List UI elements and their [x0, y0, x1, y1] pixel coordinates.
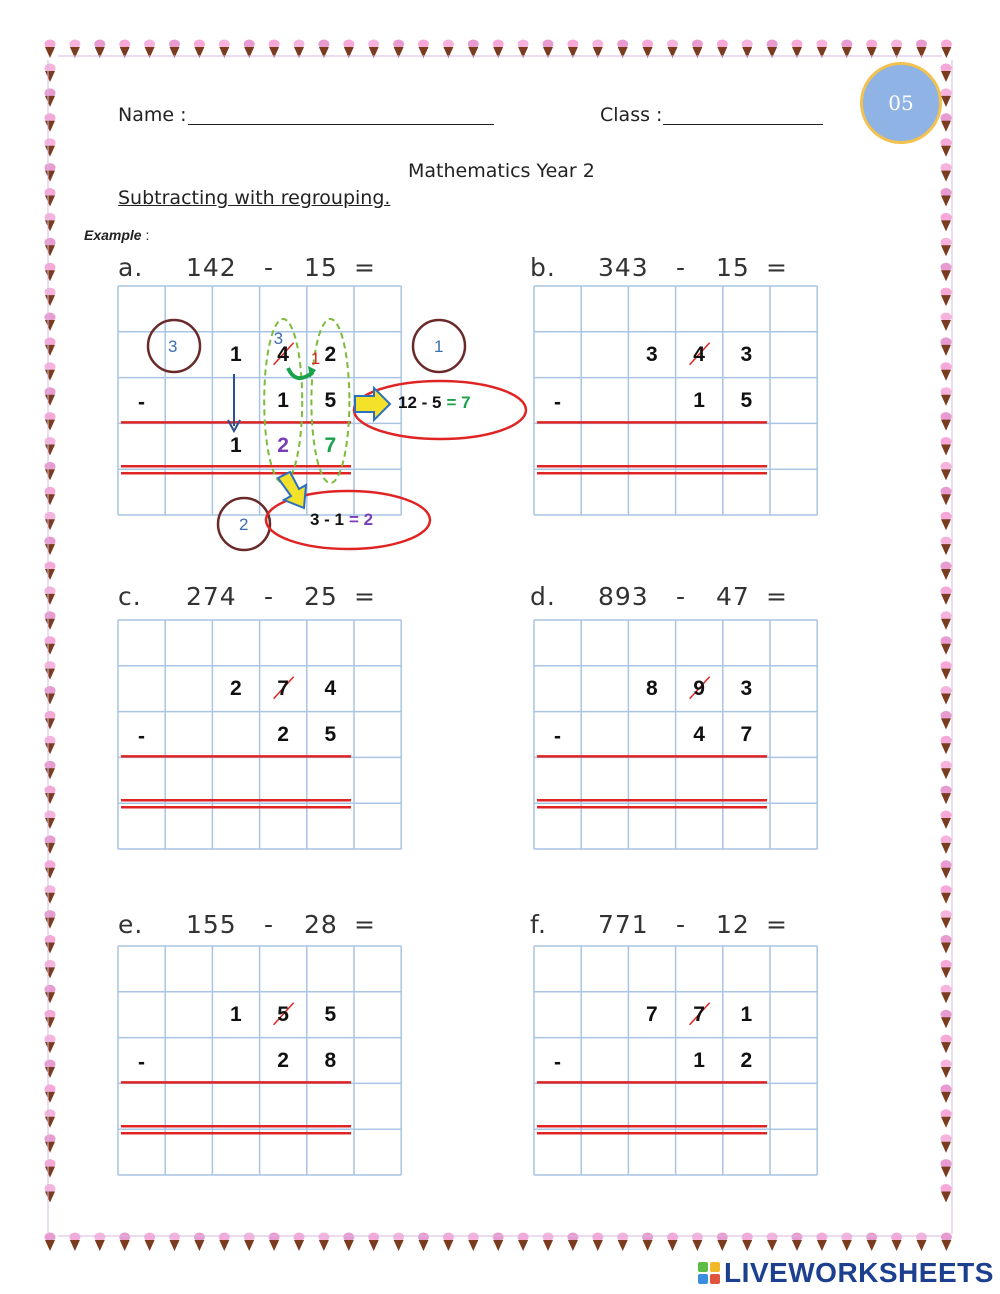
equals-sign: =: [766, 253, 788, 282]
ice-cream-cone-icon: [45, 462, 56, 481]
minus-sign: -: [138, 390, 145, 414]
minuend: 142: [186, 253, 237, 282]
step-number: 2: [239, 515, 249, 534]
ice-cream-cone-icon: [543, 40, 554, 59]
ice-cream-cone-icon: [368, 40, 379, 59]
ice-cream-cone-icon: [45, 387, 56, 406]
subtrahend: 12: [716, 910, 750, 939]
subtrahend-digit: 1: [277, 388, 289, 412]
ice-cream-cone-icon: [767, 40, 778, 59]
minuend-digit: 9: [693, 676, 705, 700]
subtrahend-digit: 2: [277, 722, 289, 746]
ice-cream-cone-icon: [45, 437, 56, 456]
ice-cream-cone-icon: [45, 537, 56, 556]
ice-cream-cone-icon: [941, 736, 952, 755]
minus-sign: -: [554, 724, 561, 748]
answer-cell[interactable]: [679, 427, 720, 463]
ice-cream-cone-icon: [941, 288, 952, 307]
ice-cream-cone-icon: [941, 686, 952, 705]
ice-cream-cone-icon: [941, 835, 952, 854]
minuend-digit: 3: [740, 342, 753, 366]
minuend-digit: 1: [230, 1002, 242, 1026]
ice-cream-cone-icon: [941, 562, 952, 581]
answer-cell[interactable]: [679, 761, 720, 797]
ice-cream-cone-icon: [841, 1233, 852, 1252]
minuend-digit: 4: [277, 342, 289, 366]
step-number: 3: [168, 337, 178, 356]
equals-sign: =: [766, 582, 788, 611]
minuend-digit: 5: [324, 1002, 337, 1026]
minuend-digit: 2: [230, 676, 242, 700]
note-result: = 2: [349, 510, 374, 529]
ice-cream-cone-icon: [45, 337, 56, 356]
class-field[interactable]: [663, 100, 823, 125]
ice-cream-cone-icon: [941, 935, 952, 954]
ice-cream-cone-icon: [45, 1035, 56, 1054]
ice-cream-cone-icon: [941, 138, 952, 157]
ice-cream-cone-icon: [69, 40, 80, 59]
ice-cream-cone-icon: [866, 40, 877, 59]
ice-cream-cone-icon: [45, 811, 56, 830]
minuend: 274: [186, 582, 237, 611]
ice-cream-cone-icon: [916, 40, 927, 59]
ice-cream-cone-icon: [816, 1233, 827, 1252]
ice-cream-cone-icon: [169, 40, 180, 59]
ice-cream-cone-icon: [45, 786, 56, 805]
subtrahend-digit: 2: [277, 1048, 289, 1072]
ice-cream-cone-icon: [45, 586, 56, 605]
equals-sign: =: [354, 582, 376, 611]
subtrahend: 15: [716, 253, 750, 282]
equals-sign: =: [766, 910, 788, 939]
ice-cream-cone-icon: [393, 40, 404, 59]
subtrahend: 47: [716, 582, 750, 611]
ice-cream-cone-icon: [194, 40, 205, 59]
ice-cream-cone-icon: [617, 1233, 628, 1252]
ice-cream-cone-icon: [642, 40, 653, 59]
ice-cream-cone-icon: [941, 387, 952, 406]
answer-cell[interactable]: [215, 1087, 256, 1123]
ice-cream-cone-icon: [119, 40, 130, 59]
minuend-digit: 3: [646, 342, 658, 366]
ice-cream-cone-icon: [45, 40, 56, 59]
ice-cream-cone-icon: [941, 88, 952, 107]
answer-cell[interactable]: [726, 1087, 767, 1123]
ice-cream-cone-icon: [567, 40, 578, 59]
ice-cream-cone-icon: [518, 40, 529, 59]
answer-cell[interactable]: [631, 761, 672, 797]
equals-sign: =: [354, 253, 376, 282]
ice-cream-cone-icon: [393, 1233, 404, 1252]
answer-cell[interactable]: [215, 761, 256, 797]
ice-cream-cone-icon: [343, 1233, 354, 1252]
ice-cream-cone-icon: [941, 611, 952, 630]
ice-cream-cone-icon: [219, 40, 230, 59]
ice-cream-cone-icon: [692, 1233, 703, 1252]
ice-cream-cone-icon: [493, 1233, 504, 1252]
ice-cream-cone-icon: [269, 1233, 280, 1252]
ice-cream-cone-icon: [941, 412, 952, 431]
ice-cream-cone-icon: [45, 88, 56, 107]
problem-letter: c.: [118, 582, 142, 611]
operator: -: [264, 910, 275, 939]
subtrahend: 15: [304, 253, 338, 282]
ice-cream-cone-icon: [45, 1233, 56, 1252]
ice-cream-cone-icon: [45, 636, 56, 655]
answer-cell[interactable]: [631, 427, 672, 463]
minus-sign: -: [554, 390, 561, 414]
ice-cream-cone-icon: [443, 40, 454, 59]
ones-column-oval: [311, 319, 349, 483]
answer-digit: 1: [230, 434, 242, 458]
regroup-ones-digit: 1: [310, 349, 321, 368]
answer-cell[interactable]: [310, 761, 351, 797]
ice-cream-cone-icon: [941, 1159, 952, 1178]
ice-cream-cone-icon: [318, 1233, 329, 1252]
ice-cream-cone-icon: [45, 512, 56, 531]
ice-cream-cone-icon: [941, 985, 952, 1004]
subtrahend-digit: 5: [324, 388, 337, 412]
ice-cream-cone-icon: [269, 40, 280, 59]
ice-cream-cone-icon: [219, 1233, 230, 1252]
minuend: 155: [186, 910, 237, 939]
ice-cream-cone-icon: [45, 736, 56, 755]
minuend-digit: 5: [277, 1002, 289, 1026]
ice-cream-cone-icon: [891, 40, 902, 59]
regroup-tens-digit: 3: [273, 329, 284, 348]
ice-cream-cone-icon: [941, 362, 952, 381]
minuend-digit: 4: [693, 342, 705, 366]
ice-cream-cone-icon: [941, 113, 952, 132]
ice-cream-cone-icon: [592, 1233, 603, 1252]
ice-cream-cone-icon: [244, 40, 255, 59]
ice-cream-cone-icon: [45, 562, 56, 581]
subtrahend-digit: 7: [740, 722, 753, 746]
minuend: 771: [598, 910, 649, 939]
name-field[interactable]: [188, 100, 494, 125]
minuend-digit: 7: [277, 676, 289, 700]
logo-mark-icon: [698, 1262, 720, 1284]
ice-cream-cone-icon: [45, 113, 56, 132]
ice-cream-cone-icon: [567, 1233, 578, 1252]
ice-cream-cone-icon: [816, 40, 827, 59]
operator: -: [676, 582, 687, 611]
ice-cream-cone-icon: [45, 910, 56, 929]
ice-cream-cone-icon: [493, 40, 504, 59]
ice-cream-cone-icon: [45, 1134, 56, 1153]
ice-cream-cone-icon: [941, 188, 952, 207]
answer-cell[interactable]: [726, 427, 767, 463]
problem-letter: f.: [530, 910, 547, 939]
ice-cream-cone-icon: [45, 64, 56, 83]
answer-cell[interactable]: [263, 761, 304, 797]
ice-cream-cone-icon: [45, 487, 56, 506]
ice-cream-cone-icon: [45, 138, 56, 157]
ice-cream-cone-icon: [45, 1010, 56, 1028]
ice-cream-cone-icon: [941, 786, 952, 805]
ice-cream-cone-icon: [667, 1233, 678, 1252]
class-label: Class :: [600, 104, 663, 126]
ice-cream-cone-icon: [94, 40, 105, 59]
ice-cream-cone-icon: [592, 40, 603, 59]
ice-cream-cone-icon: [518, 1233, 529, 1252]
operator: -: [264, 253, 275, 282]
answer-cell[interactable]: [263, 1087, 304, 1123]
ice-cream-cone-icon: [941, 960, 952, 979]
ice-cream-cone-icon: [45, 412, 56, 431]
ice-cream-cone-icon: [941, 40, 952, 59]
minuend-digit: 8: [646, 676, 658, 700]
ice-cream-cone-icon: [941, 586, 952, 605]
ice-cream-cone-icon: [119, 1233, 130, 1252]
subtrahend: 28: [304, 910, 338, 939]
minuend-digit: 7: [693, 1002, 705, 1026]
ice-cream-cone-icon: [368, 1233, 379, 1252]
minuend-digit: 2: [324, 342, 337, 366]
ice-cream-cone-icon: [941, 1233, 952, 1252]
ice-cream-cone-icon: [343, 40, 354, 59]
ice-cream-cone-icon: [941, 437, 952, 456]
ice-cream-cone-icon: [45, 960, 56, 979]
ice-cream-cone-icon: [941, 1109, 952, 1128]
ice-cream-cone-icon: [941, 661, 952, 680]
minuend-digit: 1: [740, 1002, 753, 1026]
ice-cream-cone-icon: [45, 288, 56, 307]
ice-cream-cone-icon: [941, 263, 952, 282]
ice-cream-cone-icon: [767, 1233, 778, 1252]
page-number-badge: 05: [860, 62, 942, 144]
worksheet-title: Mathematics Year 2: [408, 160, 595, 182]
ice-cream-cone-icon: [45, 163, 56, 182]
operator: -: [264, 582, 275, 611]
equals-sign: =: [354, 910, 376, 939]
ice-cream-cone-icon: [45, 263, 56, 282]
subtrahend: 25: [304, 582, 338, 611]
subtrahend-digit: 8: [324, 1048, 337, 1072]
note-expression: 12 - 5: [398, 393, 442, 412]
ice-cream-cone-icon: [941, 1134, 952, 1153]
ones-note: [398, 393, 471, 413]
ice-cream-cone-icon: [941, 512, 952, 531]
ice-cream-cone-icon: [717, 1233, 728, 1252]
ice-cream-cone-icon: [468, 1233, 479, 1252]
ice-cream-cone-icon: [45, 1159, 56, 1178]
ice-cream-cone-icon: [941, 487, 952, 506]
ice-cream-cone-icon: [318, 40, 329, 59]
ice-cream-cone-icon: [941, 163, 952, 182]
ice-cream-cone-icon: [941, 537, 952, 556]
problem-letter: a.: [118, 253, 144, 282]
ice-cream-cone-icon: [45, 860, 56, 879]
ice-cream-cone-icon: [717, 40, 728, 59]
answer-cell[interactable]: [726, 761, 767, 797]
ice-cream-cone-icon: [45, 935, 56, 954]
ice-cream-cone-icon: [792, 40, 803, 59]
minuend: 343: [598, 253, 649, 282]
ice-cream-cone-icon: [891, 1233, 902, 1252]
ice-cream-cone-icon: [45, 238, 56, 256]
ice-cream-cone-icon: [941, 313, 952, 332]
ice-cream-cone-icon: [792, 1233, 803, 1252]
subtrahend-digit: 5: [324, 722, 337, 746]
problem-letter: d.: [530, 582, 556, 611]
ice-cream-cone-icon: [941, 337, 952, 356]
ice-cream-cone-icon: [244, 1233, 255, 1252]
ice-cream-cone-icon: [45, 885, 56, 904]
ice-cream-cone-icon: [45, 985, 56, 1004]
ice-cream-cone-icon: [69, 1233, 80, 1252]
ice-cream-cone-icon: [468, 40, 479, 59]
ice-cream-cone-icon: [941, 462, 952, 481]
ice-cream-cone-icon: [742, 40, 753, 59]
note-result: = 7: [446, 393, 471, 412]
ice-cream-cone-icon: [941, 1084, 952, 1103]
ice-cream-cone-icon: [418, 1233, 429, 1252]
ice-cream-cone-icon: [941, 1035, 952, 1054]
ice-cream-cone-icon: [617, 40, 628, 59]
minuend-digit: 3: [740, 676, 753, 700]
subtrahend-digit: 1: [693, 1048, 705, 1072]
ice-cream-cone-icon: [916, 1233, 927, 1252]
subtrahend-digit: 5: [740, 388, 753, 412]
ice-cream-cone-icon: [941, 711, 952, 730]
worksheet-subtitle: Subtracting with regrouping.: [118, 187, 391, 209]
ice-cream-cone-icon: [941, 64, 952, 83]
minuend-digit: 4: [324, 676, 337, 700]
subtrahend-digit: 1: [693, 388, 705, 412]
ice-cream-cone-icon: [45, 1084, 56, 1103]
ice-cream-cone-icon: [45, 1109, 56, 1128]
ice-cream-cone-icon: [941, 636, 952, 655]
ice-cream-cone-icon: [941, 1060, 952, 1079]
ice-cream-cone-icon: [941, 761, 952, 780]
subtrahend-digit: 4: [693, 722, 705, 746]
minus-sign: -: [138, 1050, 145, 1074]
ice-cream-cone-icon: [941, 213, 952, 232]
ice-cream-cone-icon: [866, 1233, 877, 1252]
ice-cream-cone-icon: [144, 1233, 155, 1252]
ice-cream-cone-icon: [418, 40, 429, 59]
ice-cream-cone-icon: [941, 1184, 952, 1203]
subtrahend-digit: 2: [740, 1048, 753, 1072]
ice-cream-cone-icon: [941, 1010, 952, 1028]
operator: -: [676, 253, 687, 282]
answer-cell[interactable]: [679, 1087, 720, 1123]
ice-cream-cone-icon: [45, 362, 56, 381]
ice-cream-cone-icon: [144, 40, 155, 59]
ice-cream-cone-icon: [294, 40, 305, 59]
answer-digit: 2: [277, 434, 289, 458]
ice-cream-cone-icon: [45, 1184, 56, 1203]
problem-letter: e.: [118, 910, 144, 939]
step-number: 1: [434, 337, 444, 356]
ice-cream-cone-icon: [642, 1233, 653, 1252]
ice-cream-cone-icon: [169, 1233, 180, 1252]
ice-cream-cone-icon: [94, 1233, 105, 1252]
example-label: Example :: [84, 227, 150, 243]
name-label: Name :: [118, 104, 187, 126]
ice-cream-cone-icon: [443, 1233, 454, 1252]
ice-cream-cone-icon: [841, 40, 852, 59]
ice-cream-cone-icon: [941, 860, 952, 879]
ice-cream-cone-icon: [45, 686, 56, 705]
ice-cream-cone-icon: [941, 910, 952, 929]
ice-cream-cone-icon: [941, 885, 952, 904]
minus-sign: -: [138, 724, 145, 748]
ice-cream-cone-icon: [45, 213, 56, 232]
operator: -: [676, 910, 687, 939]
ice-cream-cone-icon: [45, 761, 56, 780]
ice-cream-cone-icon: [667, 40, 678, 59]
ice-cream-cone-icon: [294, 1233, 305, 1252]
ice-cream-cone-icon: [45, 835, 56, 854]
minuend-digit: 1: [230, 342, 242, 366]
answer-digit: 7: [324, 434, 337, 458]
logo-text: LIVEWORKSHEETS: [724, 1257, 994, 1288]
ice-cream-cone-icon: [692, 40, 703, 59]
minuend-digit: 7: [646, 1002, 658, 1026]
tens-column-oval: [264, 319, 302, 483]
minuend: 893: [598, 582, 649, 611]
tens-note: [310, 510, 373, 530]
answer-cell[interactable]: [310, 1087, 351, 1123]
answer-cell[interactable]: [631, 1087, 672, 1123]
liveworksheets-logo: [698, 1257, 994, 1289]
ice-cream-cone-icon: [45, 1060, 56, 1079]
ice-cream-cone-icon: [194, 1233, 205, 1252]
ice-cream-cone-icon: [941, 811, 952, 830]
ice-cream-cone-icon: [941, 238, 952, 256]
note-expression: 3 - 1: [310, 510, 345, 529]
ice-cream-cone-icon: [45, 313, 56, 332]
problem-letter: b.: [530, 253, 556, 282]
ice-cream-cone-icon: [45, 661, 56, 680]
ice-cream-cone-icon: [45, 611, 56, 630]
minus-sign: -: [554, 1050, 561, 1074]
ice-cream-cone-icon: [543, 1233, 554, 1252]
ice-cream-cone-icon: [45, 188, 56, 207]
ice-cream-cone-icon: [45, 711, 56, 730]
ice-cream-cone-icon: [742, 1233, 753, 1252]
